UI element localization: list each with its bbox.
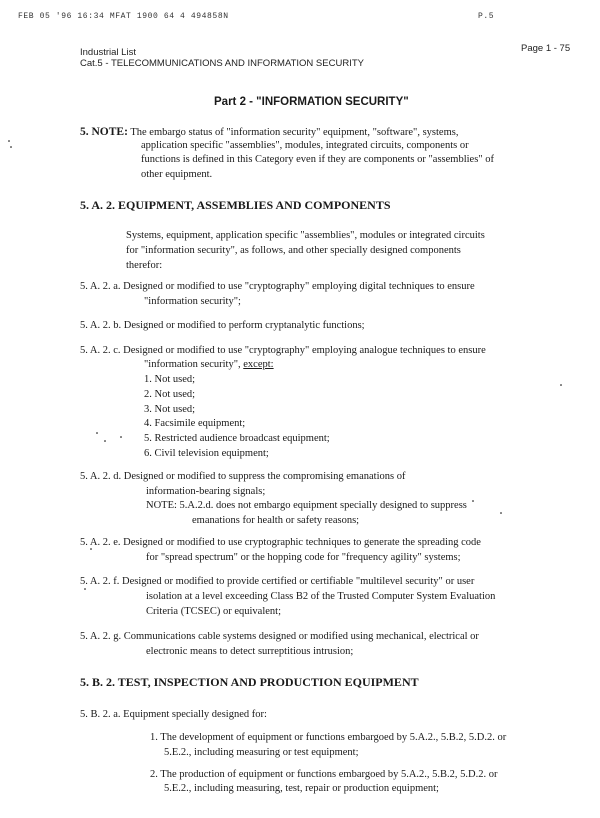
list-item: 2. Not used; [144, 389, 196, 400]
note-label: 5. NOTE: [80, 126, 128, 138]
clause-5a2a-cont: "information security"; [144, 296, 241, 307]
list-item: 5. Restricted audience broadcast equipment; [144, 433, 330, 444]
clause-5b2a: 5. B. 2. a. Equipment specially designed for: [80, 709, 267, 720]
clause-text: "information security", [144, 359, 241, 370]
note-line: application specific "assemblies", modules, integrated circuits, components or [141, 140, 469, 151]
intro-line: therefor: [126, 260, 163, 271]
note-line: other equipment. [141, 169, 213, 180]
section-heading-5a2: 5. A. 2. EQUIPMENT, ASSEMBLIES AND COMPONENTS [80, 198, 391, 212]
list-item: 4. Facsimile equipment; [144, 418, 246, 429]
fax-header-line: FEB 05 '96 16:34 MFAT 1900 64 4 494858N [18, 12, 229, 21]
clause-5a2d-note: NOTE: 5.A.2.d. does not embargo equipment specially designed to suppress [146, 500, 467, 511]
list-item-cont: 5.E.2., including measuring, test, repair or production equipment; [164, 783, 439, 794]
page-label: Page 1 - 75 [521, 43, 571, 54]
list-item: 1. The development of equipment or functions embargoed by 5.A.2., 5.B.2, 5.D.2. or [150, 732, 507, 743]
list-item-cont: 5.E.2., including measuring or test equipment; [164, 747, 359, 758]
clause-5a2g-cont: electronic means to detect surreptitious intrusion; [146, 646, 354, 657]
note-line: The embargo status of "information security" equipment, "software", systems, [130, 127, 459, 138]
clause-5a2c: 5. A. 2. c. Designed or modified to use "cryptography" employing analogue techniques to ensure [80, 345, 486, 356]
part-title: Part 2 - "INFORMATION SECURITY" [214, 96, 409, 108]
fax-page-number: P.5 [478, 12, 495, 21]
clause-5a2f-cont: Criteria (TCSEC) or equivalent; [146, 606, 282, 617]
list-item: 1. Not used; [144, 374, 196, 385]
clause-5a2d-cont: information-bearing signals; [146, 486, 266, 497]
list-item: 2. The production of equipment or functions embargoed by 5.A.2., 5.B.2, 5.D.2. or [150, 769, 498, 780]
note-line: functions is defined in this Category even if they are components or "assemblies" of [141, 154, 494, 165]
clause-5a2f-cont: isolation at a level exceeding Class B2 of the Trusted Computer System Evaluation [146, 591, 496, 602]
intro-line: for "information security", as follows, and other specially designed components [126, 245, 461, 256]
section-heading-5b2: 5. B. 2. TEST, INSPECTION AND PRODUCTION EQUIPMENT [80, 675, 419, 689]
clause-5a2f: 5. A. 2. f. Designed or modified to provide certified or certifiable "multilevel security" or user [80, 576, 475, 587]
list-name: Industrial List [80, 47, 136, 58]
clause-5a2g: 5. A. 2. g. Communications cable systems designed or modified using mechanical, electrical or [80, 631, 479, 642]
clause-5a2d-note-cont: emanations for health or safety reasons; [192, 515, 360, 526]
except-keyword: except: [243, 359, 274, 370]
clause-5a2b: 5. A. 2. b. Designed or modified to perform cryptanalytic functions; [80, 320, 365, 331]
intro-line: Systems, equipment, application specific "assemblies", modules or integrated circuits [126, 230, 485, 241]
clause-5a2e: 5. A. 2. e. Designed or modified to use cryptographic techniques to generate the spreading code [80, 537, 481, 548]
clause-5a2e-cont: for "spread spectrum" or the hopping code for "frequency agility" systems; [146, 552, 461, 563]
list-item: 3. Not used; [144, 404, 196, 415]
clause-5a2d: 5. A. 2. d. Designed or modified to suppress the compromising emanations of [80, 471, 406, 482]
clause-5a2a: 5. A. 2. a. Designed or modified to use "cryptography" employing digital techniques to ensure [80, 281, 475, 292]
clause-5a2c-cont [144, 358, 274, 373]
list-item: 6. Civil television equipment; [144, 448, 269, 459]
category-title: Cat.5 - TELECOMMUNICATIONS AND INFORMATION SECURITY [80, 58, 364, 69]
